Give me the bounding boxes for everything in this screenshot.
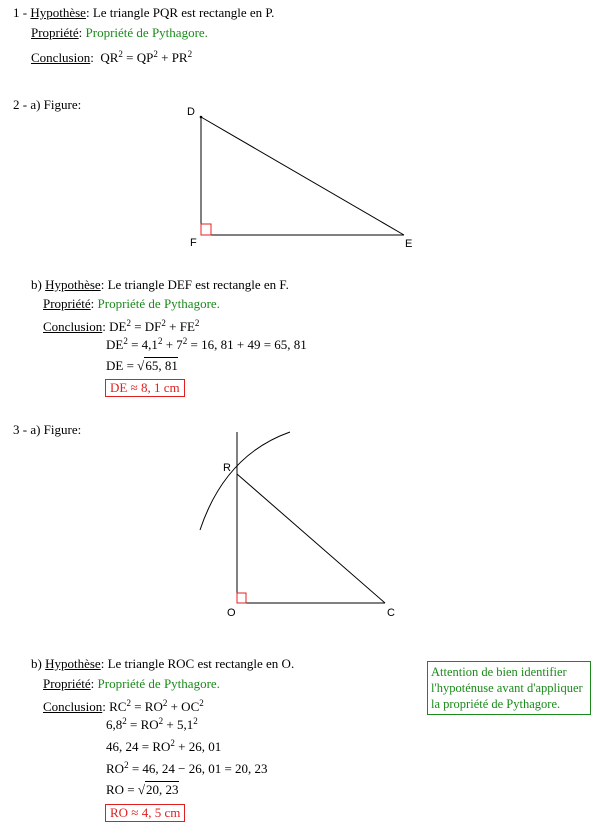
part2-equation-3: DE = √65, 81: [106, 358, 178, 373]
part3-result-box: RO ≈ 4, 5 cm: [105, 804, 185, 822]
part2-result-box: DE ≈ 8, 1 cm: [105, 379, 185, 397]
point-d-label: D: [187, 106, 195, 118]
part1-conclusion: Conclusion: $QR^2 = QP^2 + PR^2$: [31, 49, 193, 65]
point-r-label: R: [223, 462, 231, 474]
part3-property: Propriété: Propriété de Pythagore.: [43, 676, 220, 691]
part2-conclusion: Conclusion: $DE^2 = DF^2 + FE^2$: [43, 318, 200, 334]
right-angle-marker: [237, 593, 246, 603]
note-line: l'hypoténuse avant d'appliquer: [431, 681, 583, 695]
part3-equation-3: 46, $24 = RO^2 + 26$, 01: [106, 738, 222, 754]
triangle-roc: [200, 432, 385, 603]
part1-property: Propriété: Propriété de Pythagore.: [31, 25, 208, 40]
part3-conclusion: Conclusion: $RC^2 = RO^2 + OC^2$: [43, 698, 204, 714]
triangle-def: [200, 116, 404, 235]
point-f-label: F: [190, 237, 197, 249]
point-e-label: E: [405, 238, 413, 250]
part3-hypothesis: b) Hypothèse: Le triangle ROC est rectangle en O.: [31, 656, 295, 671]
right-angle-marker: [201, 224, 211, 235]
part2-equation-2: $DE^2 = 4,1^2 + 7^2 = 16$, 81 + 49 = 65, 81: [106, 336, 307, 352]
point-c-label: C: [387, 607, 395, 619]
part3-equation-2: $6,8^2 = RO^2 + 5,1^2$: [106, 716, 198, 732]
part3-equation-5: RO = √20, 23: [106, 782, 179, 797]
warning-note-box: [427, 661, 591, 715]
part2-hypothesis: b) Hypothèse: Le triangle DEF est rectangle en F.: [31, 277, 289, 292]
part1-hypothesis: 1 - Hypothèse: Le triangle PQR est rectangle en P.: [13, 5, 275, 20]
note-line: la propriété de Pythagore.: [431, 697, 561, 711]
part3-equation-4: $RO^2 = 46$, 24 − 26, 01 = 20, 23: [106, 760, 268, 776]
part2-figure-label: 2 - a) Figure:: [13, 97, 82, 112]
part2-property: Propriété: Propriété de Pythagore.: [43, 296, 220, 311]
point-o-label: O: [227, 607, 236, 619]
note-line: Attention de bien identifier: [431, 665, 567, 679]
part3-figure-label: 3 - a) Figure:: [13, 422, 82, 437]
